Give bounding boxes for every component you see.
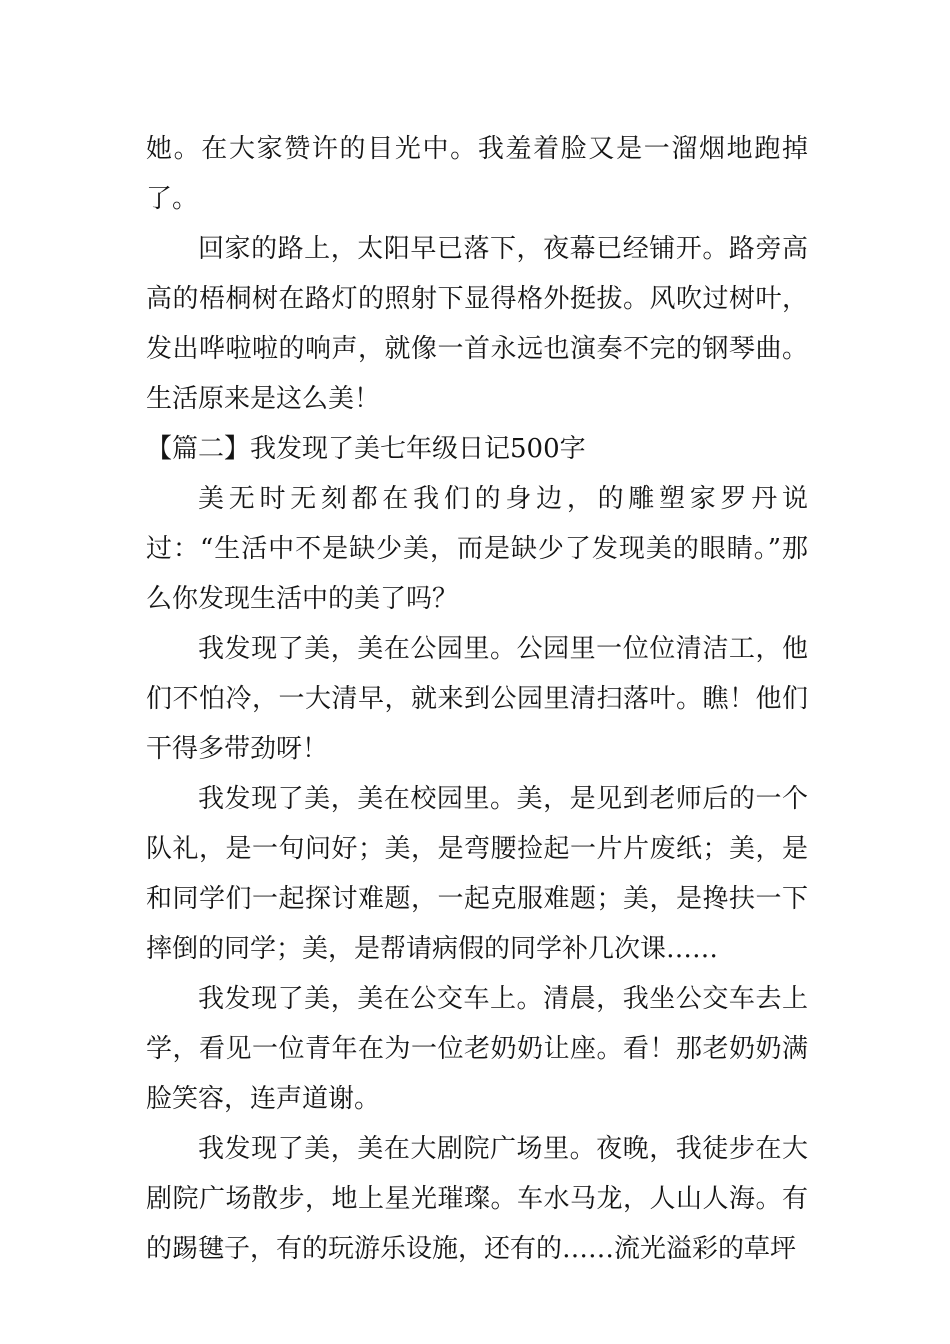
paragraph-intro: 美无时无刻都在我们的身边，的雕塑家罗丹说过：“生活中不是缺少美，而是缺少了发现美的眼睛。”那么你发现生活中的美了吗？ — [146, 484, 808, 614]
paragraph-theater-square: 我发现了美，美在大剧院广场里。夜晚，我徒步在大剧院广场散步，地上星光璀璨。车水马龙，人山人海。有的踢毽子，有的玩游乐设施，还有的……流光溢彩的草坪 — [146, 1134, 808, 1264]
paragraph-park: 我发现了美，美在公园里。公园里一位位清洁工，他们不怕冷，一大清早，就来到公园里清扫落叶。瞧！他们干得多带劲呀！ — [146, 634, 808, 764]
document-body — [146, 124, 808, 1274]
paragraph-continued: 她。在大家赞许的目光中。我羞着脸又是一溜烟地跑掉了。 — [146, 134, 808, 214]
paragraph-way-home: 回家的路上，太阳早已落下，夜幕已经铺开。路旁高高的梧桐树在路灯的照射下显得格外挺拔。风吹过树叶，发出哗啦啦的响声，就像一首永远也演奏不完的钢琴曲。生活原来是这么美！ — [146, 234, 808, 414]
paragraph-bus: 我发现了美，美在公交车上。清晨，我坐公交车去上学，看见一位青年在为一位老奶奶让座。看！那老奶奶满脸笑容，连声道谢。 — [146, 984, 808, 1114]
section-heading: 【篇二】我发现了美七年级日记500字 — [146, 434, 586, 464]
paragraph-campus: 我发现了美，美在校园里。美，是见到老师后的一个队礼，是一句问好；美，是弯腰捡起一片片废纸；美，是和同学们一起探讨难题，一起克服难题；美，是搀扶一下摔倒的同学；美，是帮请病假的同学补几次课…… — [146, 784, 808, 964]
